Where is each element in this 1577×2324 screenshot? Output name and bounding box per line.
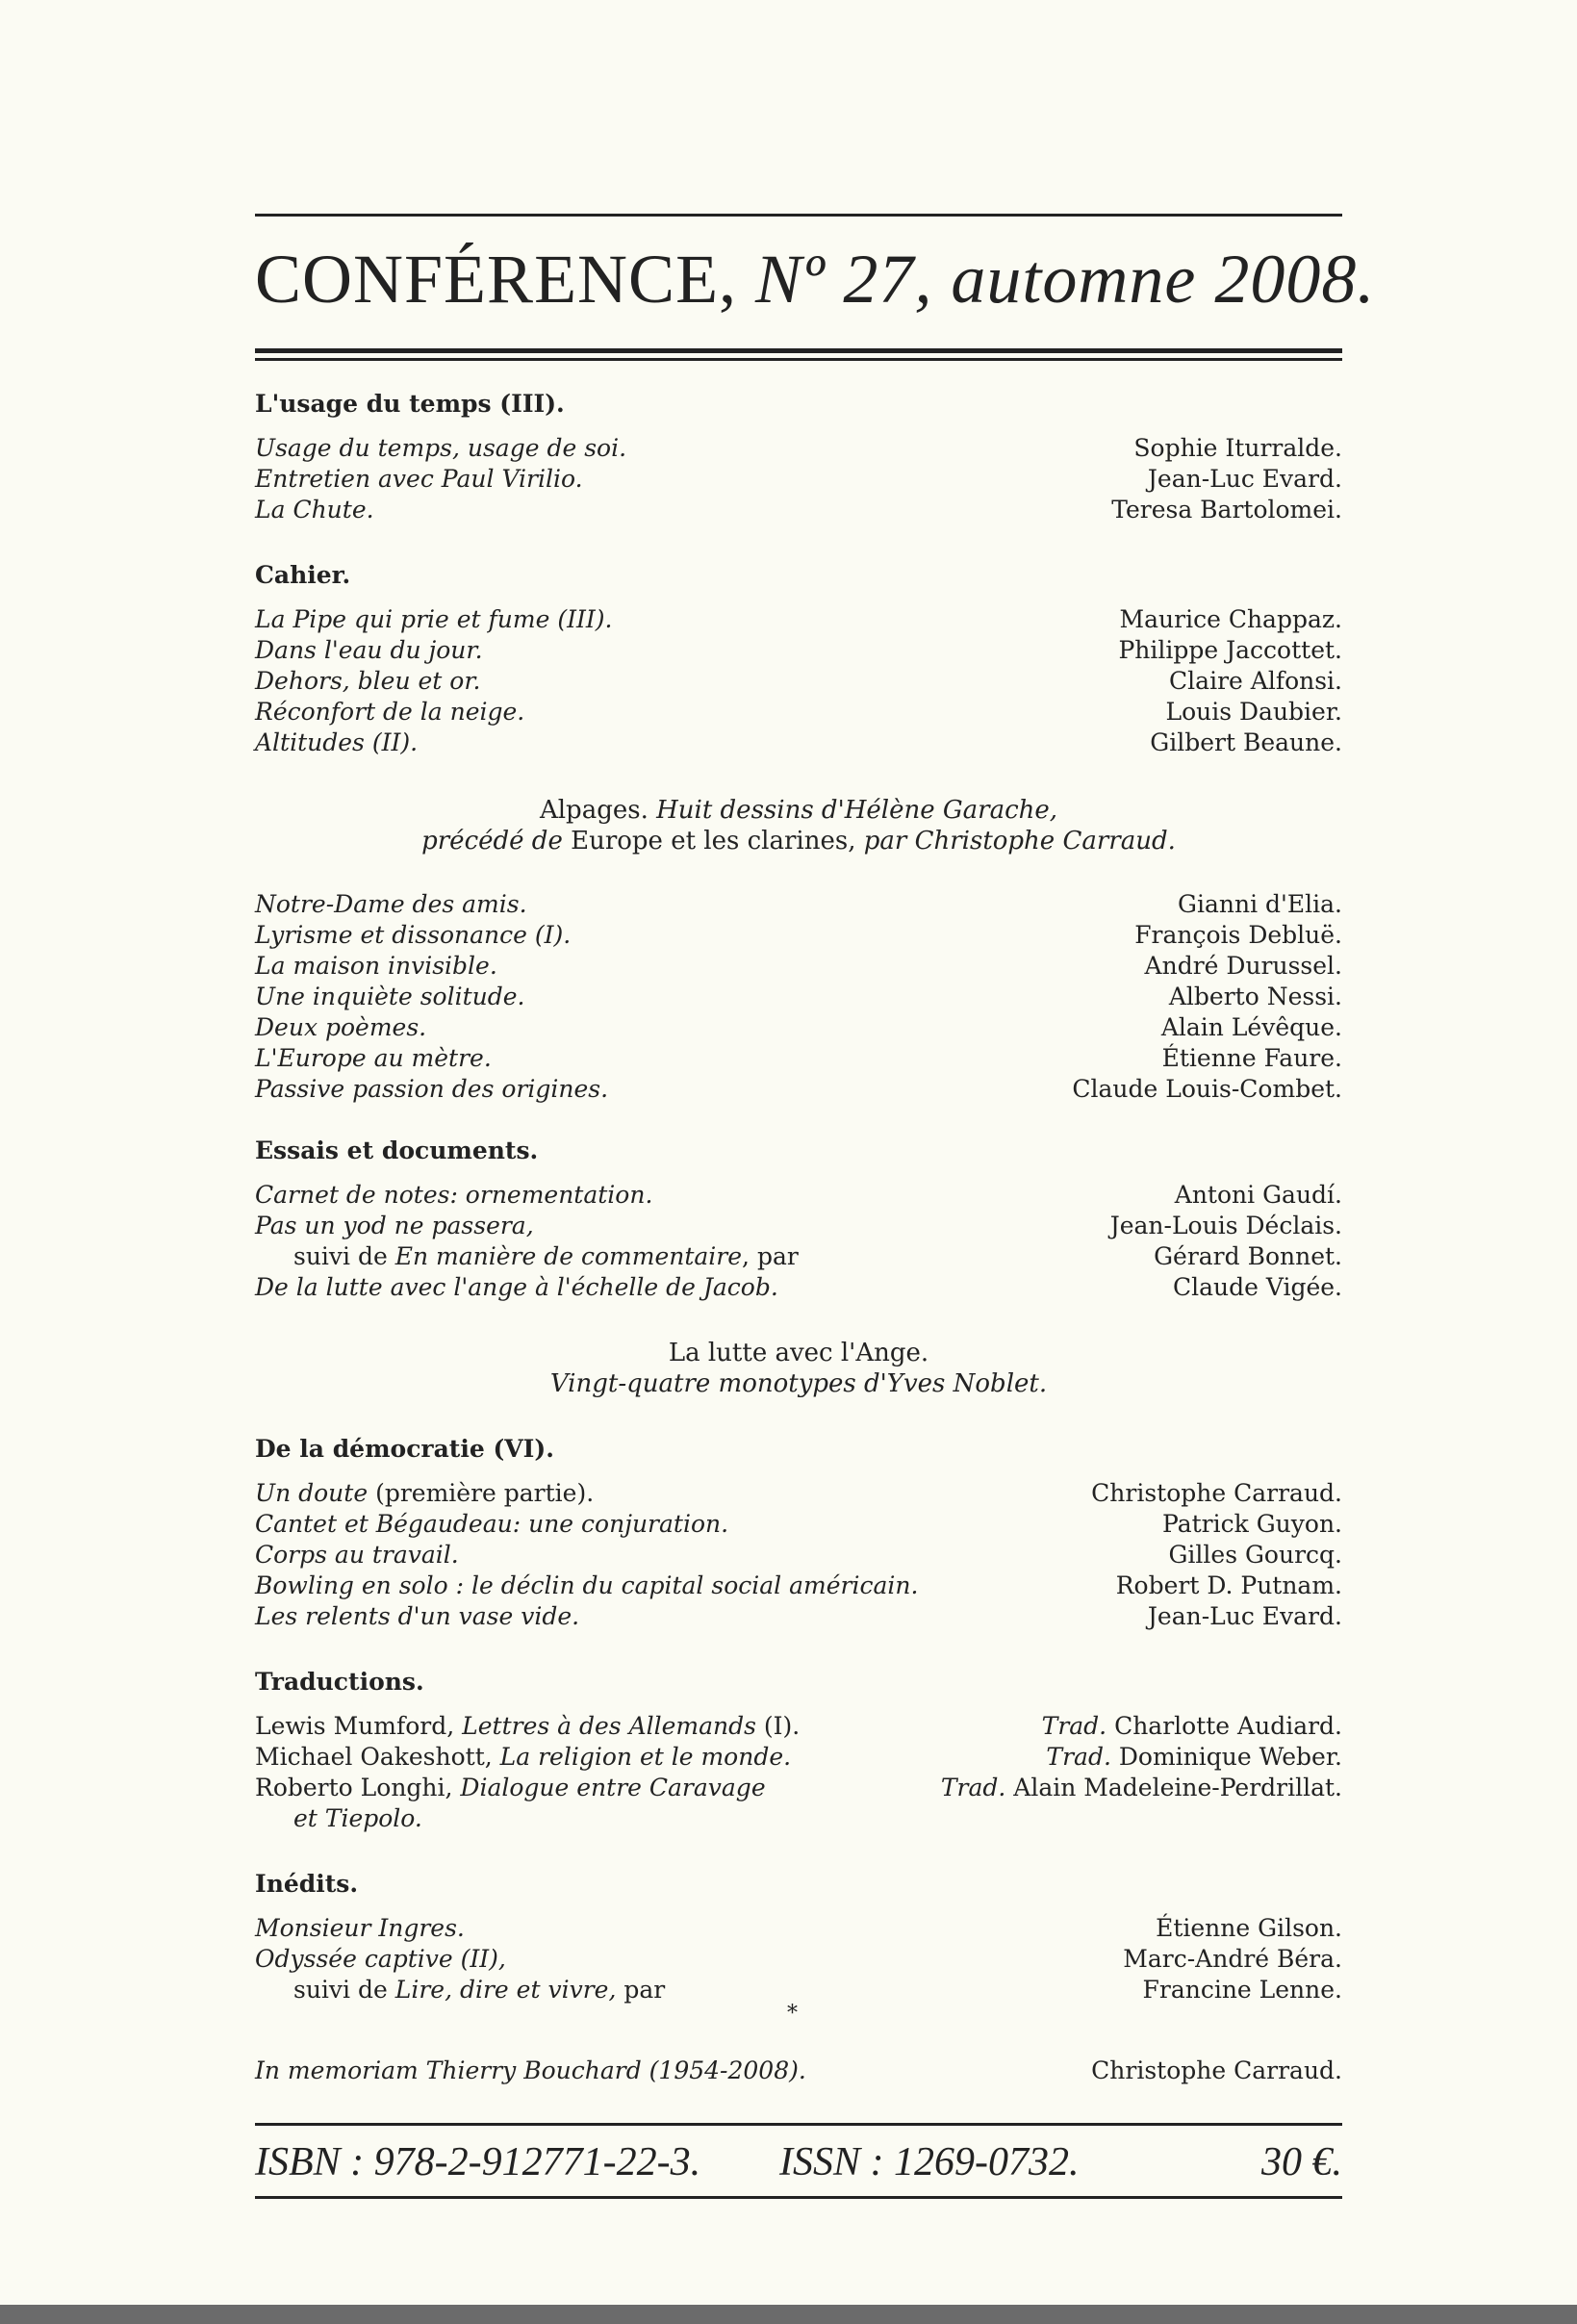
article-author: Gianni d'Elia. [1178, 890, 1342, 918]
article-title: Entretien avec Paul Virilio. [255, 465, 583, 493]
article-author: Antoni Gaudí. [1174, 1181, 1342, 1209]
list-item [255, 889, 1342, 920]
trad-label: Trad. [1041, 1712, 1107, 1740]
article-author: Gilbert Beaune. [1150, 728, 1342, 756]
alpages-line-2 [255, 826, 1342, 856]
list-item [255, 1540, 1342, 1571]
alpages-preceded: précédé de [421, 827, 563, 856]
trad-label: Trad. [940, 1774, 1006, 1801]
list-item [255, 697, 1342, 728]
article-title: Une inquiète solitude. [255, 983, 525, 1010]
section-heading-usage: L'usage du temps (III). [255, 390, 565, 418]
translator-name: Charlotte Audiard. [1106, 1712, 1342, 1740]
title-italic: La religion et le monde. [499, 1743, 792, 1771]
article-title: Carnet de notes: ornementation. [255, 1181, 653, 1209]
scan-edge [0, 2305, 1577, 2324]
article-title: De la lutte avec l'ange à l'échelle de Jacob. [255, 1273, 778, 1301]
list-item [255, 635, 1342, 666]
list-item [255, 1211, 1342, 1241]
alpages-subtitle: Huit dessins d'Hélène Garache, [656, 796, 1058, 825]
article-author: Philippe Jaccottet. [1118, 636, 1342, 664]
article-author: Francine Lenne. [1142, 1976, 1342, 2004]
alpages-europe: Europe et les clarines, [571, 827, 856, 856]
list-item [255, 1478, 1342, 1509]
title-rule-thin [255, 358, 1342, 361]
title-suffix: (première partie). [368, 1479, 595, 1507]
title-italic: Un doute [255, 1479, 369, 1507]
title-issue: 27, automne 2008. [843, 241, 1376, 318]
article-title: La maison invisible. [255, 952, 497, 980]
title-italic: En manière de commentaire [394, 1242, 743, 1270]
translator [1042, 1711, 1342, 1742]
list-item [255, 1803, 1342, 1834]
article-author: André Durussel. [1144, 952, 1342, 980]
article-title: Passive passion des origines. [255, 1075, 609, 1103]
list-item [255, 495, 1342, 525]
article-author: Étienne Faure. [1161, 1044, 1342, 1072]
trad-label: Trad. [1046, 1743, 1111, 1771]
article-title: Bowling en solo : le déclin du capital social américain. [255, 1571, 919, 1599]
article-author: Christophe Carraud. [1091, 1479, 1342, 1507]
article-title [255, 1241, 799, 1272]
list-item [255, 1241, 1342, 1272]
article-author: Robert D. Putnam. [1115, 1571, 1342, 1599]
article-author: Étienne Gilson. [1156, 1914, 1342, 1942]
article-title: Cantet et Bégaudeau: une conjuration. [255, 1510, 729, 1538]
lutte-line-2: Vingt-quatre monotypes d'Yves Noblet. [549, 1369, 1048, 1398]
article-title: Odyssée captive (II), [255, 1945, 506, 1973]
asterisk-separator: * [787, 2002, 798, 2026]
article-title: Pas un yod ne passera, [255, 1212, 534, 1239]
article-author: François Debluë. [1134, 921, 1342, 949]
list-item [255, 1601, 1342, 1632]
article-title: Monsieur Ingres. [255, 1914, 465, 1942]
title-main: CONFÉRENCE, [255, 241, 738, 318]
section-heading-essais: Essais et documents. [255, 1136, 539, 1164]
title-prefix: suivi de [293, 1976, 395, 2004]
article-title: Corps au travail. [255, 1541, 459, 1569]
list-item [255, 1509, 1342, 1540]
translator-name: Dominique Weber. [1110, 1743, 1342, 1771]
list-item [255, 951, 1342, 982]
issn: ISSN : 1269-0732. [779, 2140, 1080, 2184]
article-title: Lyrisme et dissonance (I). [255, 921, 572, 949]
article-title: Dans l'eau du jour. [255, 636, 483, 664]
title-suffix: (I). [755, 1712, 801, 1740]
footer-bottom-rule [255, 2196, 1342, 2199]
list-item [255, 1913, 1342, 1944]
article-author: Louis Daubier. [1165, 698, 1342, 726]
section-heading-democratie: De la démocratie (VI). [255, 1435, 554, 1463]
article-author: Teresa Bartolomei. [1111, 496, 1342, 524]
list-item [255, 1975, 1342, 2005]
article-author: Sophie Iturralde. [1133, 434, 1342, 462]
article-title: Réconfort de la neige. [255, 698, 525, 726]
translator [941, 1773, 1342, 1803]
article-author: Claude Vigée. [1172, 1273, 1342, 1301]
list-item [255, 1944, 1342, 1975]
article-author: Alberto Nessi. [1168, 983, 1342, 1010]
article-title-continued [255, 1803, 422, 1834]
article-title: Altitudes (II). [255, 728, 419, 756]
list-item [255, 728, 1342, 758]
article-title: Deux poèmes. [255, 1013, 427, 1041]
title-author: Lewis Mumford, [255, 1712, 463, 1740]
article-author: Claude Louis-Combet. [1072, 1075, 1342, 1103]
memoriam-author: Christophe Carraud. [1091, 2056, 1342, 2084]
section-heading-cahier: Cahier. [255, 561, 351, 589]
alpages-line-1 [255, 795, 1342, 826]
list-item [255, 1012, 1342, 1043]
article-author: Jean-Luc Evard. [1147, 465, 1342, 493]
title-rule-thick [255, 348, 1342, 353]
list-item [255, 920, 1342, 951]
list-item [255, 1043, 1342, 1074]
lutte-line-1: La lutte avec l'Ange. [668, 1339, 929, 1367]
article-title: La Pipe qui prie et fume (III). [255, 605, 613, 633]
title-italic: Lettres à des Allemands [462, 1712, 756, 1740]
article-title: Notre-Dame des amis. [255, 890, 527, 918]
title-suffix: , par [742, 1242, 799, 1270]
list-item [255, 1742, 1342, 1773]
top-rule [255, 214, 1342, 217]
article-author: Gérard Bonnet. [1154, 1242, 1342, 1270]
article-author: Marc-André Béra. [1123, 1945, 1342, 1973]
title-author: Michael Oakeshott, [255, 1743, 500, 1771]
memoriam-title: In memoriam Thierry Bouchard (1954-2008). [255, 2056, 806, 2084]
list-item [255, 982, 1342, 1012]
memoriam-row [255, 2056, 1342, 2086]
isbn: ISBN : 978-2-912771-22-3. [255, 2140, 701, 2184]
title-suffix: par [616, 1976, 666, 2004]
section-heading-traductions: Traductions. [255, 1668, 424, 1696]
article-title: Dehors, bleu et or. [255, 667, 481, 695]
price: 30 €. [1261, 2140, 1342, 2184]
article-author: Maurice Chappaz. [1119, 605, 1342, 633]
footer-top-rule [255, 2123, 1342, 2126]
title-number-sign: Nº [755, 241, 826, 318]
article-author: Jean-Luc Evard. [1147, 1602, 1342, 1630]
alpages-label: Alpages. [539, 796, 649, 825]
article-title [255, 1711, 800, 1742]
article-title: L'Europe au mètre. [255, 1044, 492, 1072]
title-author: Roberto Longhi, [255, 1774, 461, 1801]
article-title [255, 1478, 594, 1509]
list-item [255, 433, 1342, 464]
article-title [255, 1975, 665, 2005]
translator [1046, 1742, 1342, 1773]
list-item [255, 1074, 1342, 1105]
article-author: Patrick Guyon. [1162, 1510, 1342, 1538]
article-title [255, 1742, 791, 1773]
list-item [255, 666, 1342, 697]
page-title [255, 241, 1376, 318]
list-item [255, 604, 1342, 635]
title-prefix: suivi de [293, 1242, 395, 1270]
list-item [255, 1180, 1342, 1211]
list-item [255, 1711, 1342, 1742]
translator-name: Alain Madeleine-Perdrillat. [1005, 1774, 1342, 1801]
article-title [255, 1773, 766, 1803]
article-title: Les relents d'un vase vide. [255, 1602, 580, 1630]
list-item [255, 464, 1342, 495]
list-item [255, 1272, 1342, 1303]
alpages-author: par Christophe Carraud. [863, 827, 1176, 856]
article-title: Usage du temps, usage de soi. [255, 434, 627, 462]
list-item [255, 1773, 1342, 1803]
title-italic: Dialogue entre Caravage [460, 1774, 766, 1801]
article-author: Alain Lévêque. [1160, 1013, 1342, 1041]
article-title: La Chute. [255, 496, 374, 524]
article-author: Claire Alfonsi. [1169, 667, 1342, 695]
article-author: Gilles Gourcq. [1168, 1541, 1342, 1569]
title-italic: et Tiepolo. [293, 1804, 422, 1832]
article-author: Jean-Louis Déclais. [1109, 1212, 1342, 1239]
section-heading-inedits: Inédits. [255, 1870, 359, 1898]
title-italic: Lire, dire et vivre, [394, 1976, 617, 2004]
list-item [255, 1571, 1342, 1601]
